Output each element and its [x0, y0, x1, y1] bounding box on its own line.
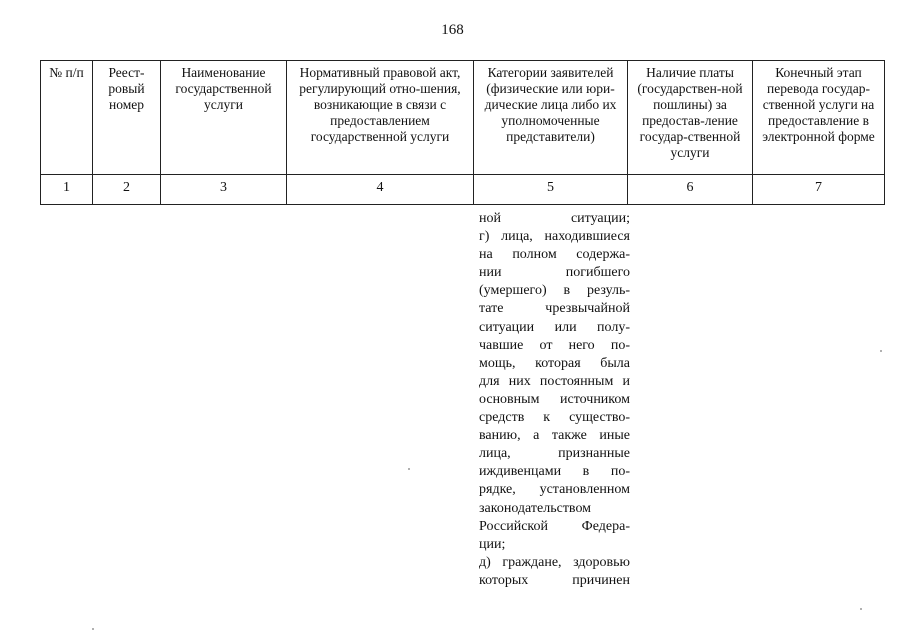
column-number: 5: [474, 175, 628, 205]
header-legal-act: Нормативный правовой акт, регулирующий отно-шения, возникающие в связи с предоставлением государственной услуги: [287, 61, 474, 175]
text-line: чавшие от него по-: [479, 337, 630, 353]
text-line: основным источником: [479, 391, 630, 407]
applicant-categories-continuation: [479, 210, 630, 590]
text-line: д) граждане, здоровью: [479, 554, 630, 570]
text-line: ситуации или полу-: [479, 319, 630, 335]
scan-speck: [860, 608, 862, 610]
text-line: ной ситуации;: [479, 211, 630, 226]
header-service-name: Наименование государственной услуги: [161, 61, 287, 175]
text-line: ванию, а также иные: [479, 428, 630, 444]
page-number: 168: [441, 22, 464, 38]
scan-speck: [880, 350, 882, 352]
text-line: для них постоянным и: [479, 373, 630, 389]
text-line: на полном содержа-: [479, 247, 630, 263]
header-registry-number: Реест-ровый номер: [93, 61, 161, 175]
header-applicant-categories: Категории заявителей (физические или юри-дические лица либо их уполномоченные представители): [474, 61, 628, 175]
text-line: тате чрезвычайной: [479, 301, 630, 317]
scan-speck: [92, 628, 94, 630]
text-line: г) лица, находившиеся: [479, 229, 630, 245]
text-line: (умершего) в резуль-: [479, 283, 630, 299]
column-number: 7: [753, 175, 885, 205]
column-number: 6: [628, 175, 753, 205]
header-row-number: № п/п: [41, 61, 93, 175]
text-line: рядке, установленном: [479, 482, 630, 498]
column-number: 4: [287, 175, 474, 205]
text-line: ции;: [479, 536, 506, 552]
text-line: нии погибшего: [479, 265, 630, 281]
text-line: законодательством: [479, 500, 592, 516]
table-header-row: [41, 61, 885, 175]
header-electronic-stage: Конечный этап перевода государ-ственной услуги на предоставление в электронной форме: [753, 61, 885, 175]
column-number-row: [41, 175, 885, 205]
column-number: 3: [161, 175, 287, 205]
text-line: мощь, которая была: [479, 355, 630, 371]
services-register-table: [40, 60, 885, 205]
text-line: средств к существо-: [479, 410, 630, 426]
header-fee: Наличие платы (государствен-ной пошлины) за предостав-ление государ-ственной услуги: [628, 61, 753, 175]
text-line: Российской Федера-: [479, 518, 630, 534]
text-line: лица, признанные: [479, 446, 630, 462]
text-line: которых причинен: [479, 572, 630, 588]
column-number: 2: [93, 175, 161, 205]
column-number: 1: [41, 175, 93, 205]
scan-speck: [408, 468, 410, 470]
text-line: иждивенцами в по-: [479, 464, 630, 480]
